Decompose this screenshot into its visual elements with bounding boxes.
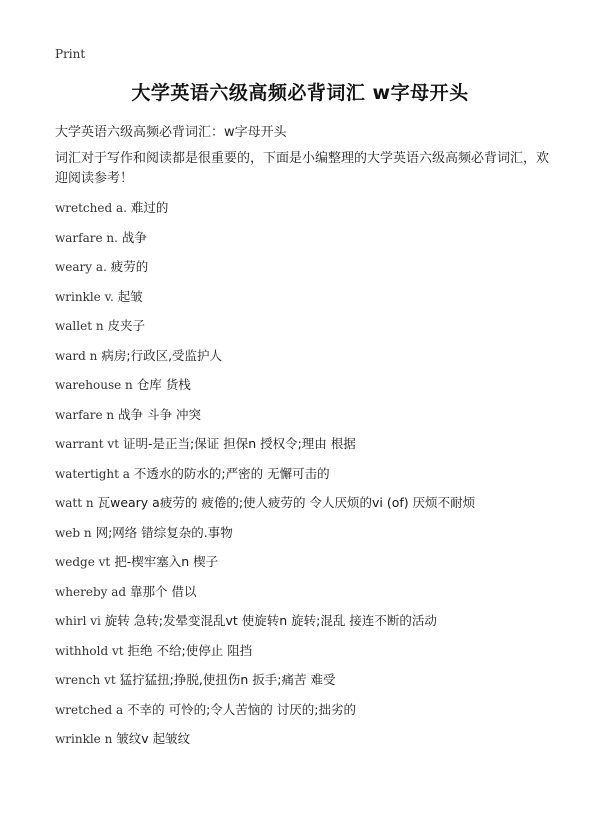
vocab-word: warfare n. [55,230,118,245]
vocab-definition: 皮夹子 [103,318,146,333]
vocab-entry [55,552,575,582]
vocab-word: whirl vi [55,614,101,628]
vocab-entry [55,375,575,405]
vocab-definition: 病房;行政区,受监护人 [97,347,223,363]
vocab-definition: 瓦weary a疲劳的 疲倦的;使人疲劳的 令人厌烦的vi (of) 厌烦不耐烦 [93,495,476,510]
vocab-definition: 难过的 [126,200,169,215]
vocabulary-list [55,198,575,759]
vocab-word: wedge vt [55,555,111,569]
vocab-entry [55,523,575,553]
vocab-definition: 网;网络 错综复杂的.事物 [91,524,233,540]
vocab-definition: 拒绝 不给;使停止 阻挡 [123,642,253,658]
vocab-entry [55,257,575,287]
vocab-entry [55,670,575,700]
intro-paragraph: 词汇对于写作和阅读都是很重要的，下面是小编整理的大学英语六级高频必背词汇，欢迎阅读参考！ [55,151,550,186]
vocab-definition: 起皱 [113,288,143,304]
vocab-word: web n [55,525,92,540]
vocab-definition: 皱纹v 起皱纹 [112,731,191,746]
vocab-word: warrant vt [55,437,120,451]
vocab-entry [55,641,575,671]
vocab-entry [55,464,575,494]
vocab-definition: 不透水的防水的;严密的 无懈可击的 [129,465,330,481]
vocab-word: wrinkle v. [55,289,114,304]
vocab-word: wallet n [55,319,104,333]
vocab-entry [55,346,575,376]
vocab-entry [55,198,575,228]
vocab-word: warehouse n [55,378,133,392]
vocab-entry [55,611,575,641]
vocab-entry [55,493,575,523]
vocab-definition: 旋转 急转;发晕变混乱vt 使旋转n 旋转;混乱 接连不断的活动 [100,613,437,628]
vocab-entry [55,729,575,759]
vocab-entry [55,582,575,612]
vocab-word: wrinkle n [55,732,113,746]
page-title: 大学英语六级高频必背词汇 w字母开头 [131,82,469,104]
vocab-entry [55,228,575,258]
vocab-word: weary a. [55,260,107,274]
vocab-entry [55,287,575,317]
page-subtitle: 大学英语六级高频必背词汇：w字母开头 [55,125,287,140]
vocab-definition: 证明-是正当;保证 担保n 授权令;理由 根据 [119,436,356,451]
vocab-entry [55,405,575,435]
vocab-definition: 不幸的 可怜的;令人苦恼的 讨厌的;拙劣的 [123,701,356,717]
vocab-definition: 战争 [117,229,147,245]
vocab-entry [55,700,575,730]
vocab-word: ward n [55,348,98,363]
vocab-definition: 疲劳的 [106,259,149,274]
vocab-word: watt n [55,496,94,510]
vocab-entry [55,434,575,464]
vocab-word: whereby ad [55,584,127,599]
vocab-word: wretched a [55,702,124,717]
vocab-word: wretched a. [55,201,127,215]
vocab-definition: 把-楔牢塞入n 楔子 [110,554,219,569]
vocab-word: watertight a [55,466,130,481]
vocab-word: wrench vt [55,673,116,687]
print-link[interactable]: Print [55,47,86,61]
vocab-word: warfare n [55,407,115,422]
vocab-entry [55,316,575,346]
vocab-word: withhold vt [55,643,124,658]
vocab-definition: 靠那个 借以 [126,583,197,599]
vocab-definition: 战争 斗争 冲突 [114,406,202,422]
vocab-definition: 仓库 货栈 [132,377,191,392]
vocab-definition: 猛拧猛扭;挣脱,使扭伤n 扳手;痛苦 难受 [115,672,336,687]
